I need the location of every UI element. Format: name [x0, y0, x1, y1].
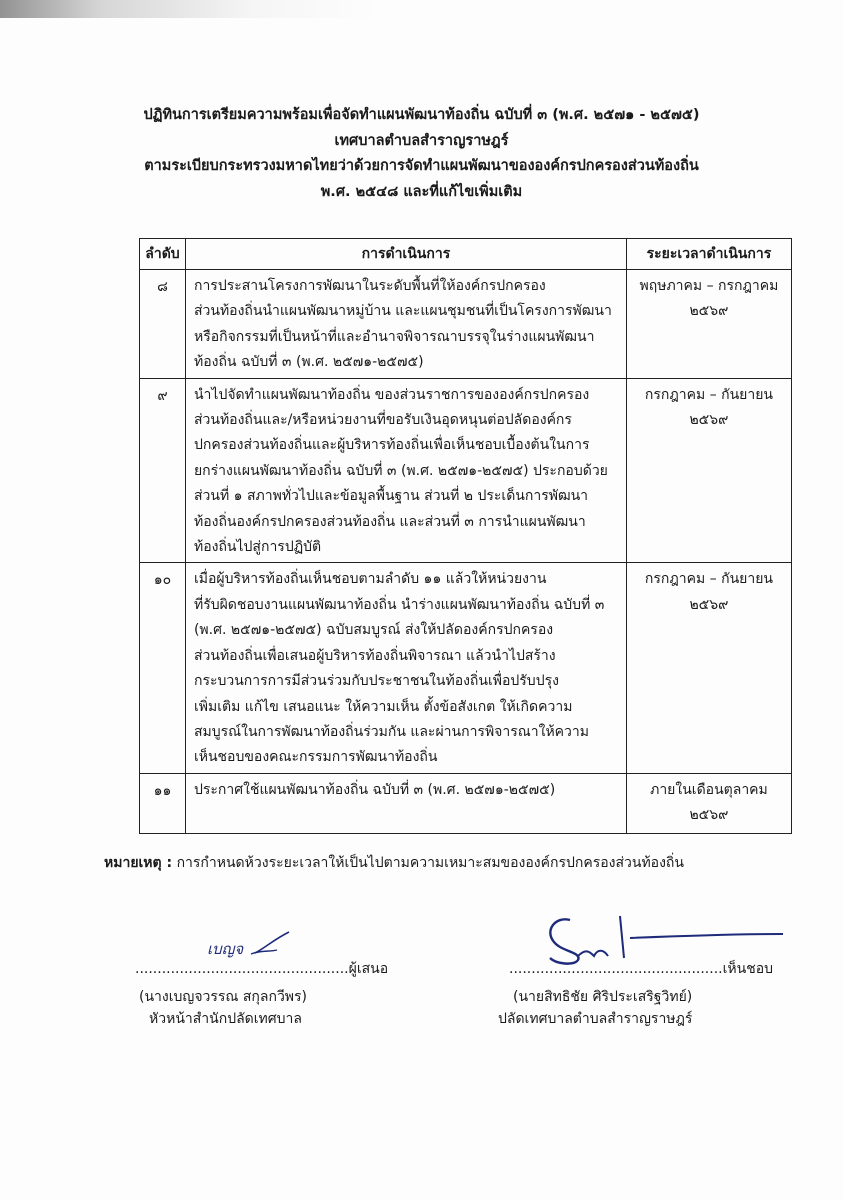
action-line: ส่วนท้องถิ่นเพื่อเสนอผู้บริหารท้องถิ่นพิจารณา แล้วนำไปสร้าง [193, 647, 556, 664]
table-row [140, 270, 792, 379]
row-period [626, 563, 791, 773]
remark-label: หมายเหตุ : [104, 855, 173, 871]
period-months: ภายในเดือนตุลาคม [650, 781, 768, 798]
action-line: สมบูรณ์ในการพัฒนาท้องถิ่นร่วมกัน และผ่านการพิจารณาให้ความ [193, 723, 589, 740]
row-period [626, 270, 791, 379]
row-number: ๙ [140, 378, 186, 563]
proposer-signature [205, 928, 300, 960]
title-line-3: ตามระเบียบกระทรวงมหาดไทยว่าด้วยการจัดทำแผนพัฒนาขององค์กรปกครองส่วนท้องถิ่น [144, 158, 699, 174]
proposer-role: ผู้เสนอ [348, 961, 389, 977]
table-row [140, 378, 792, 563]
remark-note [104, 852, 684, 874]
header-period: ระยะเวลาดำเนินการ [626, 239, 791, 270]
approver-position: ปลัดเทศบาลตำบลสำราญราษฎร์ [498, 1011, 693, 1027]
title-line-2: เทศบาลตำบลสำราญราษฎร์ [334, 132, 509, 149]
row-number: ๑๐ [140, 563, 186, 773]
proposer-position: หัวหน้าสำนักปลัดเทศบาล [149, 1011, 302, 1027]
action-line: ปกครองส่วนท้องถิ่นและผู้บริหารท้องถิ่นเพื่อเห็นชอบเบื้องต้นในการ [193, 437, 590, 454]
action-line: ส่วนท้องถิ่นและ/หรือหน่วยงานที่ขอรับเงินอุดหนุนต่อปลัดองค์กร [193, 412, 572, 429]
approver-dots: ................................................ [509, 961, 723, 977]
row-action [185, 378, 626, 563]
action-line: หรือกิจกรรมที่เป็นหน้าที่และอำนาจพิจารณาบรรจุในร่างแผนพัฒนา [193, 328, 595, 345]
document-title [60, 103, 783, 205]
proposer-dots: ................................................ [135, 961, 349, 977]
table-row [140, 773, 792, 833]
period-year: ๒๕๖๙ [689, 303, 729, 320]
approver-role: เห็นชอบ [722, 961, 773, 977]
period-months: กรกฎาคม – กันยายน [644, 571, 773, 588]
row-action [185, 563, 626, 773]
row-number: ๑๑ [140, 773, 186, 833]
row-period [626, 773, 791, 833]
period-year: ๒๕๖๙ [689, 596, 729, 613]
approver-sign-line [509, 958, 773, 980]
proposer-name: (นางเบญจวรรณ สกุลกวีพร) [139, 989, 308, 1005]
signature-handwriting-text: เบญจ [207, 940, 244, 958]
table-header-row [140, 239, 792, 270]
action-line: ท้องถิ่นไปสู่การปฏิบัติ [193, 539, 322, 556]
table-row [140, 563, 792, 773]
action-line: ท้องถิ่นองค์กรปกครองส่วนท้องถิ่น และส่วนที่ ๓ การนำแผนพัฒนา [193, 513, 586, 530]
action-line: ส่วนท้องถิ่นนำแผนพัฒนาหมู่บ้าน และแผนชุมชนที่เป็นโครงการพัฒนา [193, 303, 612, 320]
action-line: นำไปจัดทำแผนพัฒนาท้องถิ่น ของส่วนราชการขององค์กรปกครอง [193, 386, 590, 403]
title-line-1: ปฏิทินการเตรียมความพร้อมเพื่อจัดทำแผนพัฒนาท้องถิ่น ฉบับที่ ๓ (พ.ศ. ๒๕๗๑ - ๒๕๗๕) [143, 107, 700, 123]
scan-edge-shadow [0, 0, 843, 18]
proposer-sign-line [135, 958, 388, 980]
period-year: ๒๕๖๙ [689, 412, 729, 429]
action-line: ส่วนที่ ๑ สภาพทั่วไปและข้อมูลพื้นฐาน ส่วนที่ ๒ ประเด็นการพัฒนา [193, 488, 589, 505]
title-line-4: พ.ศ. ๒๕๔๘ และที่แก้ไขเพิ่มเติม [320, 183, 523, 200]
period-months: กรกฎาคม – กันยายน [644, 386, 773, 403]
action-line: การประสานโครงการพัฒนาในระดับพื้นที่ให้องค์กรปกครอง [193, 278, 546, 294]
schedule-table [139, 238, 792, 834]
action-line: ที่รับผิดชอบงานแผนพัฒนาท้องถิ่น นำร่างแผนพัฒนาท้องถิ่น ฉบับที่ ๓ [193, 596, 605, 613]
action-line: เมื่อผู้บริหารท้องถิ่นเห็นชอบตามลำดับ ๑๑ แล้วให้หน่วยงาน [193, 571, 547, 588]
row-period [626, 378, 791, 563]
action-line: เห็นชอบของคณะกรรมการพัฒนาท้องถิ่น [193, 749, 438, 766]
header-order: ลำดับ [140, 239, 186, 270]
row-action [185, 773, 626, 833]
period-months: พฤษภาคม – กรกฎาคม [639, 278, 779, 294]
period-year: ๒๕๖๙ [689, 807, 729, 824]
action-line: ท้องถิ่น ฉบับที่ ๓ (พ.ศ. ๒๕๗๑-๒๕๗๕) [193, 354, 424, 371]
action-line: ประกาศใช้แผนพัฒนาท้องถิ่น ฉบับที่ ๓ (พ.ศ. ๒๕๗๑-๒๕๗๕) [193, 781, 556, 798]
remark-text: การกำหนดห้วงระยะเวลาให้เป็นไปตามความเหมาะสมขององค์กรปกครองส่วนท้องถิ่น [176, 855, 684, 871]
action-line: (พ.ศ. ๒๕๗๑-๒๕๗๕) ฉบับสมบูรณ์ ส่งให้ปลัดองค์กรปกครอง [193, 622, 554, 639]
row-action [185, 270, 626, 379]
header-action: การดำเนินการ [185, 239, 626, 270]
action-line: ยกร่างแผนพัฒนาท้องถิ่น ฉบับที่ ๓ (พ.ศ. ๒๕๗๑-๒๕๗๕) ประกอบด้วย [193, 462, 608, 479]
action-line: เพิ่มเติม แก้ไข เสนอแนะ ให้ความเห็น ตั้งข้อสังเกต ให้เกิดความ [193, 698, 573, 715]
approver-name: (นายสิทธิชัย ศิริประเสริฐวิทย์) [513, 989, 693, 1005]
row-number: ๘ [140, 270, 186, 379]
action-line: กระบวนการการมีส่วนร่วมกับประชาชนในท้องถิ่นเพื่อปรับปรุง [193, 673, 559, 690]
